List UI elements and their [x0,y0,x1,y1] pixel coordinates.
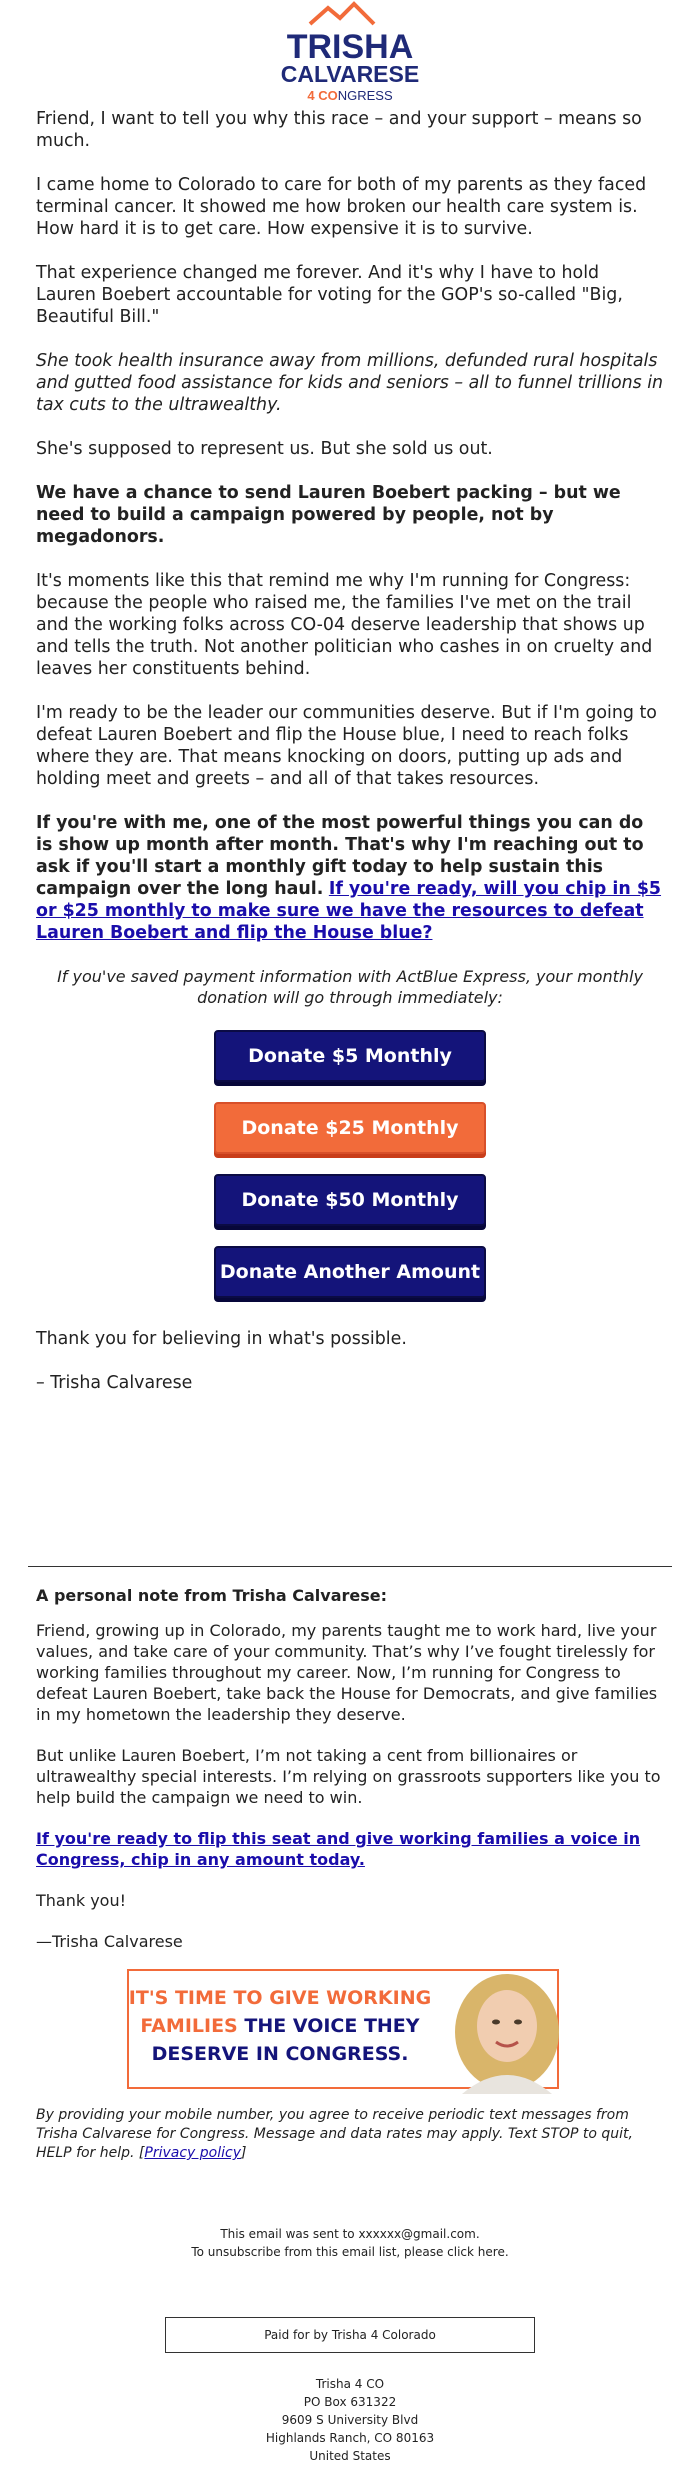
letter-content [0,108,700,1394]
letter-paragraph-3: That experience changed me forever. And it's why I have to hold Lauren Boebert accountable for voting for the GOP's so-called "Big, Beautiful Bill." [36,263,623,327]
logo-graphic [270,0,430,108]
personal-note-paragraph-1: Friend, growing up in Colorado, my parents taught me to work hard, live your values, and take care of your community. That’s why I’ve fought tirelessly for working families throughout my career. Now, I’m running for Congress to defeat Lauren Boebert, take back the House for Democrats, and give families in my hometown the leadership they deserve. [36,1621,658,1724]
address-line-4: Highlands Ranch, CO 80163 [265,2431,435,2445]
logo-tagline: 4 CONGRESS [307,88,393,103]
closing-signoff: – Trisha Calvarese [36,1373,193,1393]
address-line-1: Trisha 4 CO [315,2377,385,2391]
banner-line-3: DESERVE IN CONGRESS. [151,2043,409,2065]
sms-disclaimer-text: By providing your mobile number, you agree to receive periodic text messages from Trisha Calvarese for Congress. Message and data rates may apply. Text STOP to quit, HELP for help. [ [36,2107,633,2161]
sms-disclaimer-close: ] [241,2145,247,2161]
letter-paragraph-9 [36,812,664,944]
personal-note-heading: A personal note from Trisha Calvarese: [36,1586,388,1605]
campaign-banner[interactable] [122,1964,578,2094]
personal-note-thanks: Thank you! [36,1891,127,1910]
letter-paragraph-4: She took health insurance away from millions, defunded rural hospitals and gutted food assistance for kids and seniors – all to funnel trillions in tax cuts to the ultrawealthy. [36,351,664,415]
paid-for-box: Paid for by Trisha 4 Colorado [165,2317,535,2353]
donate-25-monthly-button[interactable]: Donate $25 Monthly [214,1102,486,1154]
logo-name-bottom: CALVARESE [280,61,420,87]
personal-note [0,1585,700,1952]
donate-other-amount-button[interactable]: Donate Another Amount [214,1246,486,1298]
donate-50-monthly-button[interactable]: Donate $50 Monthly [214,1174,486,1226]
banner-graphic [122,1964,578,2094]
banner-line-2: FAMILIES THE VOICE THEY [140,2015,420,2037]
address-line-3: 9609 S University Blvd [281,2413,419,2427]
email-footer [0,2225,700,2465]
address-line-2: PO Box 631322 [303,2395,397,2409]
unsubscribe-link[interactable]: To unsubscribe from this email list, please click here. [191,2245,509,2259]
chip-in-link[interactable]: If you're ready to flip this seat and give working families a voice in Congress, chip in any amount today. [36,1829,641,1869]
sent-to-text: This email was sent to xxxxxx@gmail.com. [220,2227,480,2241]
privacy-policy-link[interactable]: Privacy policy [144,2145,241,2161]
closing-thanks: Thank you for believing in what's possible. [36,1329,407,1349]
spacer [0,1416,700,1566]
logo-name-top: TRISHA [286,28,414,66]
letter-paragraph-6: We have a chance to send Lauren Boebert packing – but we need to build a campaign powered by people, not by megadonors. [36,483,621,547]
sms-disclaimer [0,2106,700,2163]
actblue-express-note: If you've saved payment information with ActBlue Express, your monthly donation will go through immediately: [57,967,643,1007]
letter-paragraph-2: I came home to Colorado to care for both of my parents as they faced terminal cancer. It showed me how broken our health care system is. How hard it is to get care. How expensive it is to survive. [36,175,647,239]
campaign-logo [0,0,700,108]
ask-text: If you're with me, one of the most powerful things you can do is show up month after month. That's why I'm reaching out to ask if you'll start a monthly gift today to help sustain this campaign over the long haul. [36,813,644,899]
address-line-5: United States [309,2449,391,2463]
personal-note-signoff: —Trisha Calvarese [36,1932,183,1951]
letter-paragraph-5: She's supposed to represent us. But she sold us out. [36,439,493,459]
donate-5-monthly-button[interactable]: Donate $5 Monthly [214,1030,486,1082]
monthly-donate-link[interactable]: If you're ready, will you chip in $5 or $25 monthly to make sure we have the resources to defeat Lauren Boebert and flip the House blue? [36,879,662,943]
section-divider [28,1566,672,1567]
letter-paragraph-8: I'm ready to be the leader our communities deserve. But if I'm going to defeat Lauren Boebert and flip the House blue, I need to reach folks where they are. That means knocking on doors, putting up ads and holding meet and greets – and all of that takes resources. [36,703,657,789]
letter-paragraph-7: It's moments like this that remind me why I'm running for Congress: because the people who raised me, the families I've met on the trail and the working folks across CO-04 deserve leadership that shows up and tells the truth. Not another politician who cashes in on cruelty and leaves her constituents behind. [36,571,653,679]
letter-paragraph-1: Friend, I want to tell you why this race – and your support – means so much. [36,109,642,151]
personal-note-paragraph-2: But unlike Lauren Boebert, I’m not taking a cent from billionaires or ultrawealthy special interests. I’m relying on grassroots supporters like you to help build the campaign we need to win. [36,1746,661,1807]
banner-line-1: IT'S TIME TO GIVE WORKING [128,1987,432,2009]
